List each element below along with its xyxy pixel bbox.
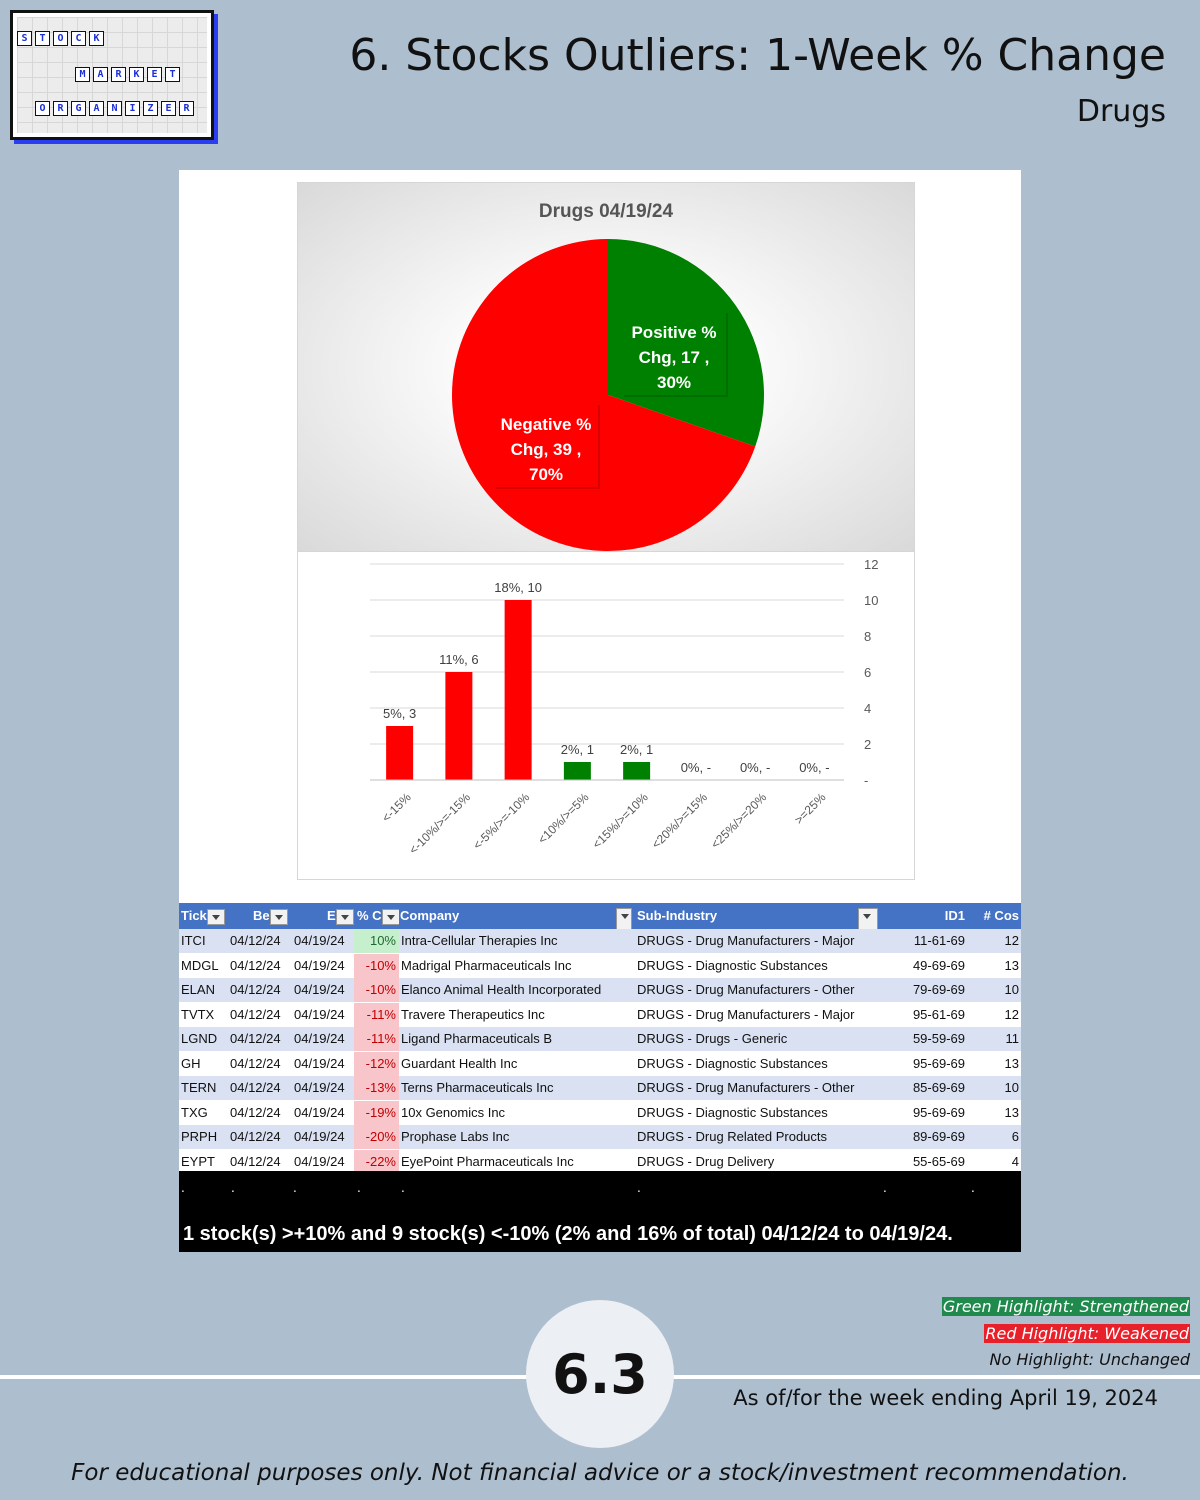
pie-label-line: Chg, 39 , <box>510 440 582 459</box>
x-tick-label: <-15% <box>379 790 414 825</box>
col-header-pct[interactable]: % C <box>357 903 399 929</box>
x-tick-label: <25%/>=20% <box>708 790 770 852</box>
bar <box>564 762 591 780</box>
logo-row-stock <box>17 31 104 46</box>
cell-pct: -12% <box>354 1052 399 1076</box>
disclaimer: For educational purposes only. Not financial advice or a stock/investment recommendation. <box>71 1460 1129 1486</box>
cell-cos: 13 <box>1004 957 1019 973</box>
logo-letter: O <box>53 31 68 46</box>
cell-subindustry: DRUGS - Drug Related Products <box>637 1129 828 1144</box>
bar-chart-area <box>297 552 915 880</box>
y-tick-label: 6 <box>864 665 872 680</box>
bar-data-label: 18%, 10 <box>494 580 542 595</box>
cell-ticker: TVTX <box>181 1006 215 1022</box>
legend-green: Green Highlight: Strengthened <box>942 1297 1189 1316</box>
cell-ticker: PRPH <box>181 1129 218 1144</box>
cell-ticker: EYPT <box>181 1153 215 1169</box>
cell-pct: -11% <box>354 1003 399 1027</box>
cell-begin: 04/12/24 <box>230 1080 281 1095</box>
pie-label-line: 30% <box>656 373 692 392</box>
cell-subindustry: DRUGS - Diagnostic Substances <box>637 957 828 973</box>
pie-data-label <box>620 309 728 397</box>
cell-id1: 89-69-69 <box>912 1129 965 1144</box>
y-tick-label: 2 <box>864 737 872 752</box>
col-header-begin[interactable]: Be <box>253 903 293 929</box>
as-of-date: As of/for the week ending April 19, 2024 <box>733 1386 1158 1410</box>
cell-begin: 04/12/24 <box>230 1006 281 1022</box>
x-tick-label: <20%/>=15% <box>648 790 710 852</box>
cell-ticker: GH <box>181 1055 201 1071</box>
bar-data-label: 2%, 1 <box>620 742 654 757</box>
cell-end: 04/19/24 <box>294 933 345 948</box>
col-header-id1[interactable]: ID1 <box>944 908 965 923</box>
table-row <box>179 1101 1021 1126</box>
pie-chart-title: Drugs 04/19/24 <box>538 201 674 222</box>
legend-red: Red Highlight: Weakened <box>985 1324 1189 1343</box>
table-row <box>179 1076 1021 1101</box>
logo-letter: E <box>161 101 176 116</box>
cell-cos: 4 <box>1011 1153 1019 1169</box>
cell-subindustry: DRUGS - Drug Manufacturers - Other <box>637 982 855 997</box>
cell-pct: -20% <box>354 1125 399 1149</box>
col-header-end[interactable]: E <box>327 903 355 929</box>
bar-data-label: 0%, - <box>680 760 712 775</box>
outliers-table <box>179 903 1021 1174</box>
cell-subindustry: DRUGS - Drug Manufacturers - Major <box>637 1006 855 1022</box>
cell-pct: -13% <box>354 1076 399 1100</box>
cell-begin: 04/12/24 <box>230 1129 281 1144</box>
logo-letter: T <box>165 67 180 82</box>
cell-begin: 04/12/24 <box>230 982 281 997</box>
cell-begin: 04/12/24 <box>230 933 281 948</box>
logo-letter: E <box>147 67 162 82</box>
logo-letter: C <box>71 31 86 46</box>
cell-end: 04/19/24 <box>294 1129 345 1144</box>
table-row <box>179 1003 1021 1028</box>
cell-end: 04/19/24 <box>294 982 345 997</box>
cell-pct: -10% <box>354 978 399 1002</box>
y-tick-label: 12 <box>864 557 879 572</box>
cell-end: 04/19/24 <box>294 1104 345 1120</box>
cell-ticker: LGND <box>181 1031 218 1046</box>
logo-letter: R <box>111 67 126 82</box>
bar <box>386 726 413 780</box>
filter-dropdown-icon[interactable] <box>270 909 288 925</box>
logo-letter: R <box>53 101 68 116</box>
page-title: 6. Stocks Outliers: 1-Week % Change <box>349 30 1166 81</box>
bar-chart <box>298 552 916 880</box>
cell-company: EyePoint Pharmaceuticals Inc <box>401 1153 574 1169</box>
cell-company: 10x Genomics Inc <box>401 1104 506 1120</box>
logo-letter: S <box>17 31 32 46</box>
logo-letter: T <box>35 31 50 46</box>
cell-id1: 49-69-69 <box>912 957 965 973</box>
bar-data-label: 5%, 3 <box>383 706 417 721</box>
cell-pct: 10% <box>354 929 399 953</box>
logo-letter: O <box>35 101 50 116</box>
cell-ticker: TXG <box>181 1104 208 1120</box>
pie-label-line: Chg, 17 , <box>638 348 710 367</box>
x-tick-label: <-5%/>=-10% <box>470 790 533 853</box>
cell-end: 04/19/24 <box>294 1153 345 1169</box>
logo-letter: A <box>89 101 104 116</box>
cell-cos: 12 <box>1004 1006 1019 1022</box>
cell-id1: 95-61-69 <box>912 1006 965 1022</box>
bar <box>505 600 532 780</box>
cell-cos: 11 <box>1005 1031 1019 1046</box>
cell-subindustry: DRUGS - Drug Delivery <box>637 1153 775 1169</box>
cell-company: Madrigal Pharmaceuticals Inc <box>401 957 572 973</box>
cell-cos: 12 <box>1004 933 1019 948</box>
x-tick-label: <15%/>=10% <box>589 790 651 852</box>
cell-id1: 79-69-69 <box>912 982 965 997</box>
cell-subindustry: DRUGS - Diagnostic Substances <box>637 1055 828 1071</box>
logo-letter: A <box>93 67 108 82</box>
filter-dropdown-icon[interactable] <box>382 909 399 925</box>
filter-dropdown-icon[interactable] <box>336 909 354 925</box>
table-row <box>179 1052 1021 1077</box>
cell-begin: 04/12/24 <box>230 1055 281 1071</box>
cell-ticker: TERN <box>181 1080 217 1095</box>
cell-company: Travere Therapeutics Inc <box>401 1006 545 1022</box>
pie-label-line: Negative % <box>500 415 592 434</box>
logo-letter: N <box>107 101 122 116</box>
table-header-row <box>179 903 1021 929</box>
cell-pct: -10% <box>354 954 399 978</box>
cell-id1: 55-65-69 <box>912 1153 965 1169</box>
logo-row-market <box>75 67 180 82</box>
cell-end: 04/19/24 <box>294 1055 345 1071</box>
bar-data-label: 2%, 1 <box>560 742 594 757</box>
summary-text: 1 stock(s) >+10% and 9 stock(s) <-10% (2% and 16% of total) 04/12/24 to 04/19/24. <box>183 1223 953 1245</box>
col-header-company[interactable]: Company <box>400 908 460 923</box>
cell-company: Ligand Pharmaceuticals B <box>401 1031 553 1046</box>
cell-subindustry: DRUGS - Drug Manufacturers - Other <box>637 1080 855 1095</box>
bar-data-label: 0%, - <box>799 760 830 775</box>
cell-begin: 04/12/24 <box>230 1031 281 1046</box>
cell-subindustry: DRUGS - Drug Manufacturers - Major <box>637 933 855 948</box>
bar-data-label: 0%, - <box>739 760 771 775</box>
cell-id1: 59-59-69 <box>912 1031 965 1046</box>
logo-letter: G <box>71 101 86 116</box>
legend-none: No Highlight: Unchanged <box>989 1350 1190 1369</box>
col-header-ticker[interactable]: Tick <box>181 903 229 929</box>
summary-band: . . . . . . . . 1 stock(s) >+10% and 9 stock(s) <-10% (2% and 16% of total) 04/12/24 to 04/19/24. <box>179 1171 1021 1252</box>
table-body <box>179 929 1021 1174</box>
y-tick-label: 8 <box>864 629 872 644</box>
cell-company: Guardant Health Inc <box>401 1055 518 1071</box>
cell-id1: 95-69-69 <box>912 1055 965 1071</box>
x-tick-label: >=25% <box>791 790 829 828</box>
cell-cos: 10 <box>1004 1080 1019 1095</box>
cell-cos: 13 <box>1004 1055 1019 1071</box>
bar <box>445 672 472 780</box>
y-tick-label: 10 <box>864 593 879 608</box>
cell-ticker: MDGL <box>181 957 219 973</box>
cell-company: Elanco Animal Health Incorporated <box>401 982 602 997</box>
cell-subindustry: DRUGS - Drugs - Generic <box>637 1031 788 1046</box>
logo-letter: M <box>75 67 90 82</box>
page-number-badge: 6.3 <box>526 1300 674 1448</box>
y-tick-label: 4 <box>864 701 872 716</box>
logo-letter: K <box>129 67 144 82</box>
pie-label-line: Positive % <box>631 323 717 342</box>
stock-market-organizer-logo <box>10 10 214 140</box>
filter-dropdown-icon[interactable] <box>207 909 225 925</box>
cell-cos: 13 <box>1004 1104 1019 1120</box>
pie-chart <box>298 183 916 553</box>
cell-company: Terns Pharmaceuticals Inc <box>401 1080 554 1095</box>
cell-id1: 85-69-69 <box>912 1080 965 1095</box>
pie-chart-area <box>297 182 915 552</box>
report-panel <box>179 170 1021 1252</box>
col-header-subindustry[interactable]: Sub-Industry <box>637 908 718 923</box>
logo-row-organizer <box>35 101 194 116</box>
logo-letter: K <box>89 31 104 46</box>
logo-letter: Z <box>143 101 158 116</box>
col-header-cos[interactable]: # Cos <box>983 908 1019 923</box>
table-row <box>179 954 1021 979</box>
y-tick-label: - <box>864 773 869 788</box>
logo-letter: I <box>125 101 140 116</box>
logo-letter: R <box>179 101 194 116</box>
cell-begin: 04/12/24 <box>230 1153 281 1169</box>
cell-ticker: ELAN <box>181 982 215 997</box>
x-tick-label: <10%/>=5% <box>535 790 592 847</box>
cell-pct: -22% <box>354 1150 399 1174</box>
pie-data-label <box>492 401 600 489</box>
cell-end: 04/19/24 <box>294 957 345 973</box>
page-subtitle: Drugs <box>1076 94 1166 129</box>
bar <box>623 762 650 780</box>
cell-end: 04/19/24 <box>294 1031 345 1046</box>
cell-company: Intra-Cellular Therapies Inc <box>401 933 558 948</box>
table-row <box>179 978 1021 1003</box>
cell-cos: 10 <box>1004 982 1019 997</box>
cell-id1: 11-61-69 <box>913 933 965 948</box>
cell-pct: -19% <box>354 1101 399 1125</box>
pie-label-line: 70% <box>528 465 564 484</box>
x-tick-label: <-10%/>=-15% <box>406 790 473 857</box>
cell-company: Prophase Labs Inc <box>401 1129 510 1144</box>
bar-data-label: 11%, 6 <box>439 652 479 667</box>
cell-subindustry: DRUGS - Diagnostic Substances <box>637 1104 828 1120</box>
cell-pct: -11% <box>354 1027 399 1051</box>
cell-begin: 04/12/24 <box>230 957 281 973</box>
cell-ticker: ITCI <box>181 933 206 948</box>
table-row <box>179 929 1021 954</box>
cell-cos: 6 <box>1011 1129 1019 1144</box>
table-row <box>179 1027 1021 1052</box>
cell-end: 04/19/24 <box>294 1080 345 1095</box>
table-row <box>179 1125 1021 1150</box>
cell-begin: 04/12/24 <box>230 1104 281 1120</box>
cell-id1: 95-69-69 <box>912 1104 965 1120</box>
cell-end: 04/19/24 <box>294 1006 345 1022</box>
